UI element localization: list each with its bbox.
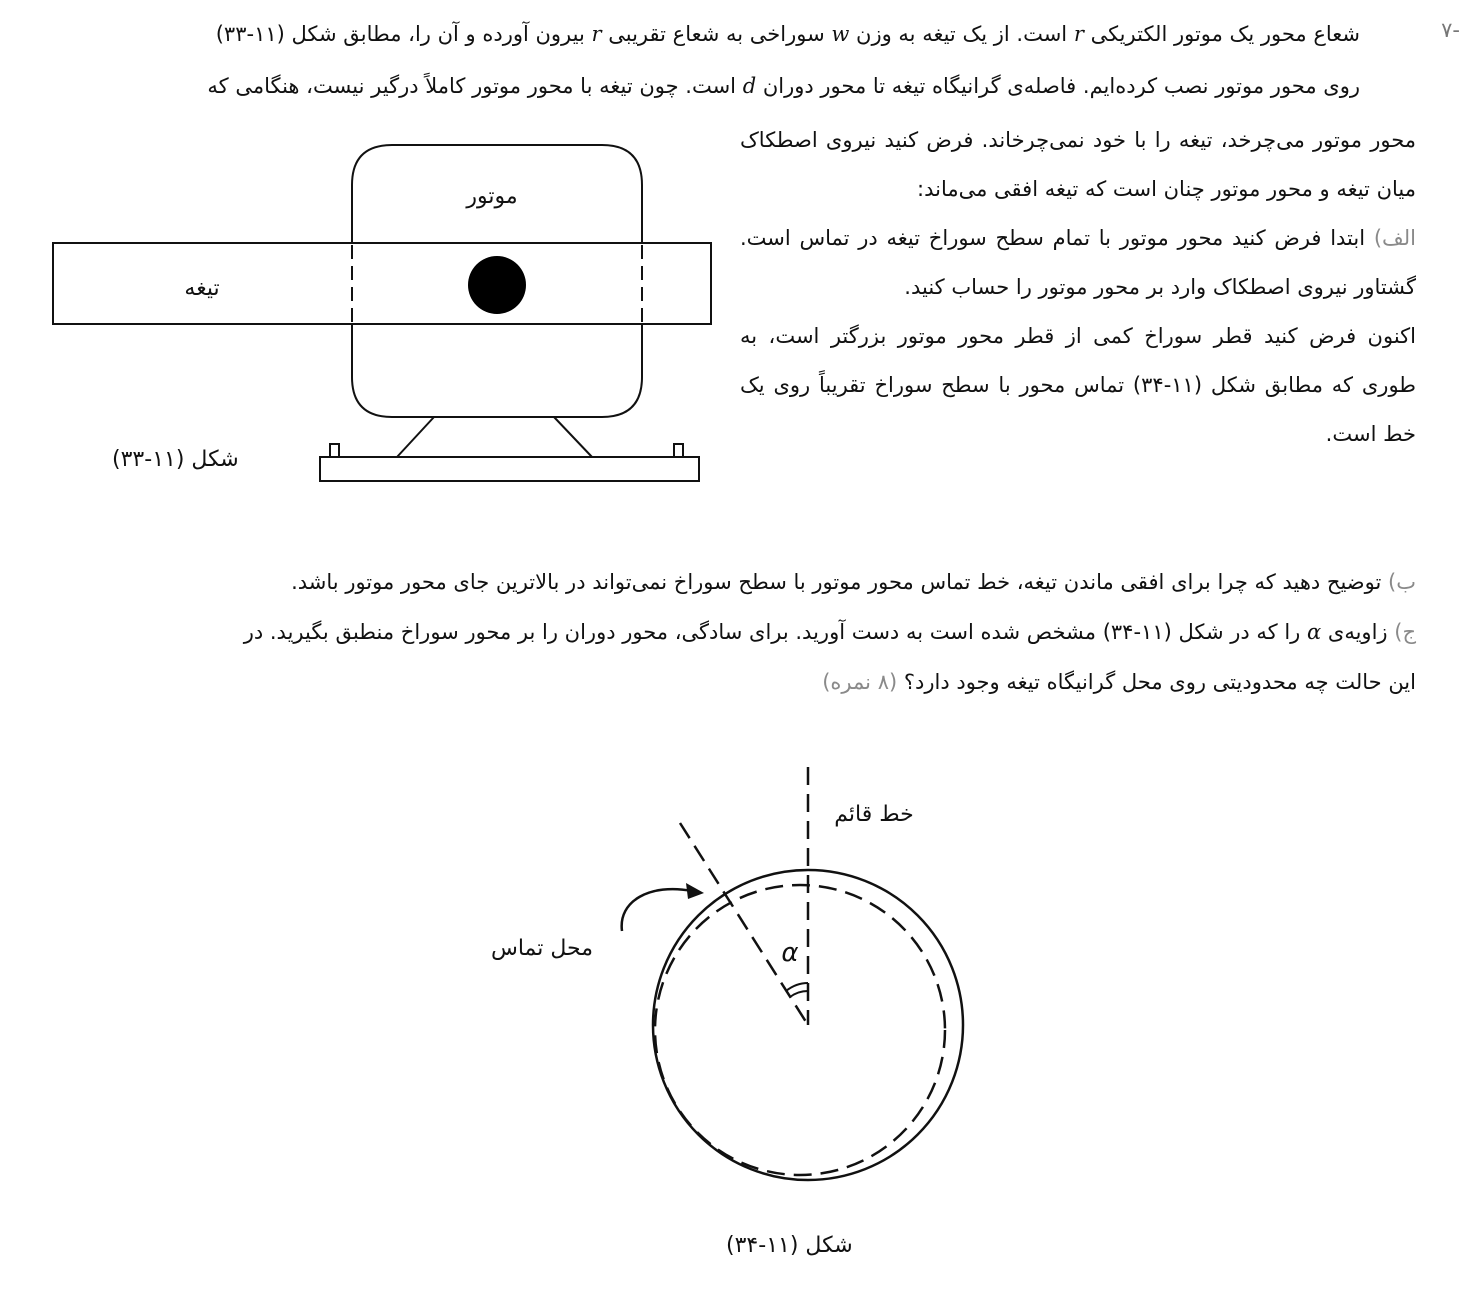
angle-arc — [786, 983, 808, 991]
motor-label: موتور — [466, 184, 518, 209]
question-number: -۷ — [1441, 18, 1460, 42]
question-line-2 — [10, 74, 1360, 98]
paragraph-now: اکنون فرض کنید قطر سوراخ کمی از قطر محور موتور بزرگتر است، به طوری که مطابق شکل (۱۱-۳۴) تماس محور با سطح سوراخ تقریباً روی یک خط است. — [740, 324, 1417, 446]
variable-alpha: α — [1307, 620, 1322, 644]
part-b — [16, 570, 1416, 594]
part-c-text: این حالت چه محدودیتی روی محل گرانیگاه تیغه وجود دارد؟ — [903, 670, 1416, 694]
motor-base — [320, 457, 699, 481]
blade — [53, 243, 711, 324]
score-label: (۸ نمره) — [822, 670, 898, 694]
contact-arrow — [622, 889, 692, 931]
text-segment: سوراخی به شعاع تقریبی — [608, 22, 825, 46]
part-c-line-2 — [16, 670, 1416, 694]
question-line-1 — [10, 22, 1360, 46]
contact-point-label: محل تماس — [490, 936, 594, 961]
text-segment: شعاع محور یک موتور الکتریکی — [1090, 22, 1360, 46]
blade-label: تیغه — [184, 276, 220, 301]
motor-shaft — [468, 256, 526, 314]
part-a-text: ابتدا فرض کنید محور موتور با تمام سطح سوراخ تیغه در تماس است. گشتاور نیروی اصطکاک وارد بر محور موتور را حساب کنید. — [740, 226, 1416, 299]
paragraph-intro: محور موتور می‌چرخد، تیغه را با خود نمی‌چرخاند. فرض کنید نیروی اصطکاک میان تیغه و محور موتور چنان است که تیغه افقی می‌ماند: — [740, 128, 1416, 201]
alpha-label: α — [781, 938, 799, 968]
figure-11-34-caption: شکل (۱۱-۳۴) — [726, 1233, 853, 1258]
motor-body-lower — [352, 325, 642, 417]
text-segment: روی محور موتور نصب کرده‌ایم. فاصله‌ی گرانیگاه تیغه تا محور دوران — [762, 74, 1360, 98]
variable-w: w — [831, 22, 850, 46]
part-a-label: الف) — [1373, 226, 1416, 250]
text-segment: است. چون تیغه با محور موتور کاملاً درگیر نیست، هنگامی که — [207, 74, 736, 98]
text-segment: است. از یک تیغه به وزن — [856, 22, 1068, 46]
text-segment: را که در شکل (۱۱-۳۴) مشخص شده است به دست آورید. برای سادگی، محور دوران را بر محور سوراخ منطبق بگیرید. در — [243, 620, 1301, 644]
part-a — [740, 214, 1416, 312]
shaft-circle — [655, 885, 945, 1175]
variable-d: d — [742, 74, 757, 98]
text-segment: بیرون آورده و آن را، مطابق شکل (۱۱-۳۳) — [215, 22, 585, 46]
right-column-text — [740, 116, 1416, 459]
part-c-label: ج) — [1394, 620, 1416, 644]
text-segment: زاویه‌ی — [1327, 620, 1388, 644]
part-b-text: توضیح دهید که چرا برای افقی ماندن تیغه، خط تماس محور موتور با سطح سوراخ نمی‌تواند در بالاترین جای محور موتور باشد. — [291, 570, 1382, 594]
vertical-line-label: خط قائم — [834, 802, 914, 827]
figure-11-33-caption: شکل (۱۱-۳۳) — [112, 447, 239, 472]
slanted-line — [680, 823, 808, 1025]
figure-11-34 — [460, 755, 1020, 1225]
variable-r: r — [591, 22, 602, 46]
figure-11-33 — [40, 135, 730, 495]
variable-r: r — [1073, 22, 1084, 46]
part-c-line-1 — [16, 620, 1416, 644]
part-b-label: ب) — [1388, 570, 1416, 594]
